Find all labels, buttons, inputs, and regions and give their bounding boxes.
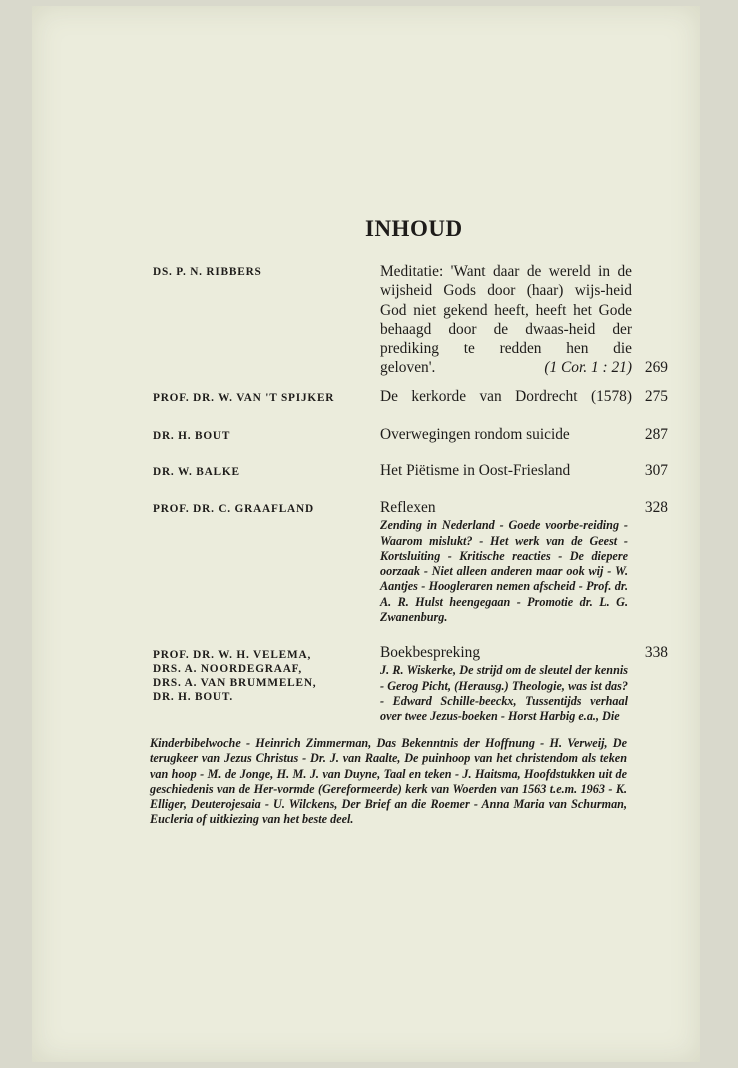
entry-title-text: Meditatie: 'Want daar de wereld in de wijsheid Gods door (haar) wijs-heid God niet gekend heeft, heeft het Gode behaagd door de dwaas-heid der prediking te redden hen die xyxy=(380,263,632,358)
entry-author: DRS. A. NOORDEGRAAF, xyxy=(153,663,302,675)
entry-page-number: 307 xyxy=(644,462,668,479)
entry-author: PROF. DR. C. GRAAFLAND xyxy=(153,503,314,515)
entry-title xyxy=(380,498,628,625)
entry-title: Overwegingen rondom suicide xyxy=(380,426,570,443)
entry-title-text: Boekbespreking xyxy=(380,644,481,661)
entry-details: J. R. Wiskerke, De strijd om de sleutel der kennis - Gerog Picht, (Herausg.) Theologie, was ist das? - Edward Schille-beeckx, Tussentijds verhaal over twee Jezus-boeken - Horst Harbig e.a., Die xyxy=(380,663,628,724)
entry-author: PROF. DR. W. H. VELEMA, xyxy=(153,649,312,661)
entry-author: DR. H. BOUT xyxy=(153,430,231,442)
entry-author: DS. P. N. RIBBERS xyxy=(153,266,262,278)
entry-page-number: 338 xyxy=(644,644,668,661)
entry-title: Het Piëtisme in Oost-Friesland xyxy=(380,462,571,479)
entry-title xyxy=(380,643,628,724)
entry-details: Zending in Nederland - Goede voorbe-reiding - Waarom mislukt? - Het werk van de Geest - Kortsluiting - Kritische reacties - De diepere oorzaak - Niet alleen anderen maar ook wij - W. Aantjes - Hoogleraren nemen afscheid - Prof. dr. A. R. Hulst heengegaan - Promotie dr. L. G. Zwanenburg. xyxy=(380,518,628,625)
entry-page-number: 269 xyxy=(644,359,668,376)
entry-title xyxy=(380,262,632,378)
entry-author: DR. H. BOUT. xyxy=(153,691,234,703)
entry-page-number: 287 xyxy=(644,426,668,443)
entry-title-end: geloven'. xyxy=(380,359,436,377)
entry-author: PROF. DR. W. VAN 'T SPIJKER xyxy=(153,392,335,404)
entry-page-number: 328 xyxy=(644,499,668,516)
entry-title-last-line xyxy=(380,358,632,377)
entry-details-continued: Kinderbibelwoche - Heinrich Zimmerman, Das Bekenntnis der Hoffnung - H. Verweij, De terugkeer van Jezus Christus - Dr. J. van Raalte, De puinhoop van het christendom als teken van hoop - M. de Jonge, H. M. J. van Duyne, Taal en teken - J. Haitsma, Hoofdstukken uit de geschiedenis van de Her-vormde (Gereformeerde) kerk van Woerden van 1563 t.e.m. 1963 - K. Elliger, Deuterojesaia - U. Wilckens, Der Brief an die Roemer - Anna Maria van Schurman, Eucleria of uitkiezing van het beste deel. xyxy=(150,736,627,827)
entry-author: DR. W. BALKE xyxy=(153,466,240,478)
entry-authors xyxy=(153,648,316,704)
page-title: INHOUD xyxy=(365,216,463,241)
entry-title: De kerkorde van Dordrecht (1578) xyxy=(380,388,632,405)
entry-page-number: 275 xyxy=(644,388,668,405)
entry-author: DRS. A. VAN BRUMMELEN, xyxy=(153,677,317,689)
entry-title-text: Reflexen xyxy=(380,499,436,516)
entry-reference: (1 Cor. 1 : 21) xyxy=(544,359,632,377)
